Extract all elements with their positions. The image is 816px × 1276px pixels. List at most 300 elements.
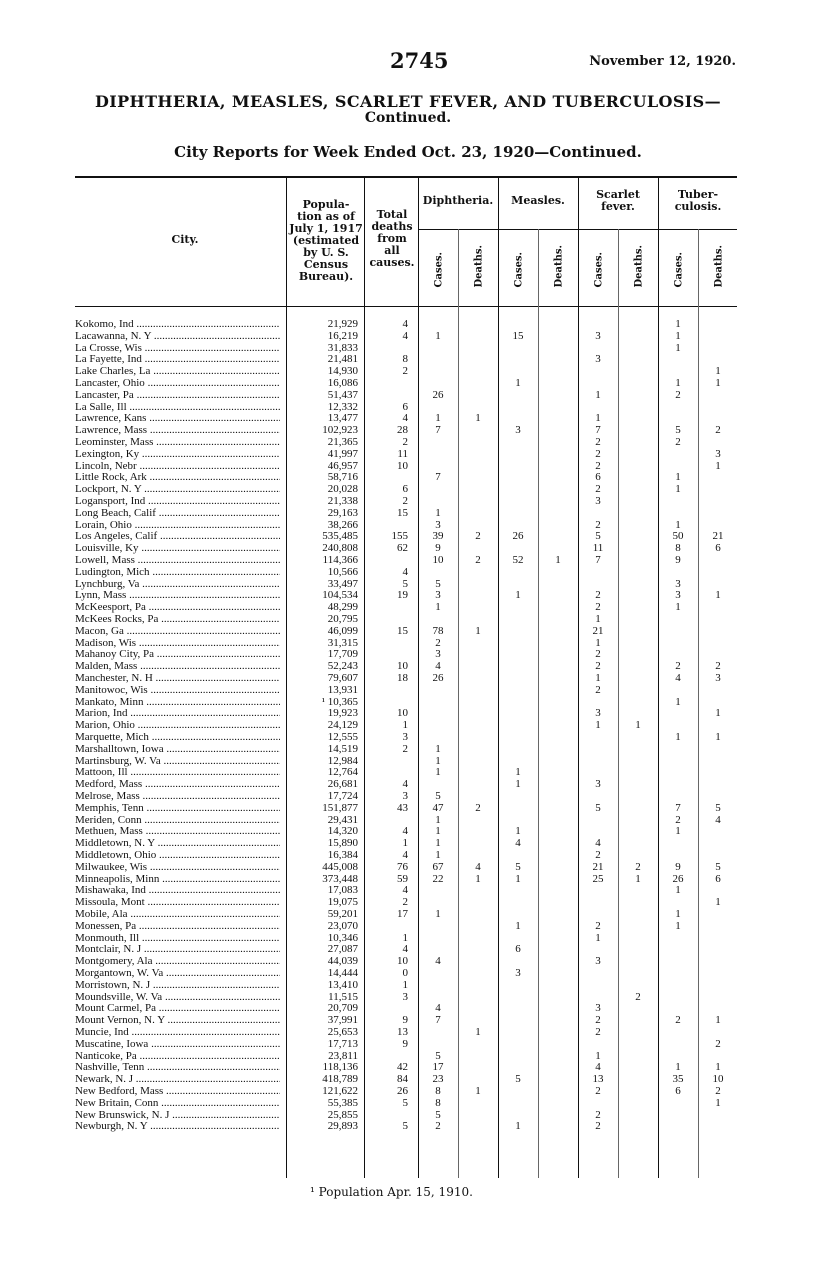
cases-subheader: Cases.: [593, 251, 605, 288]
table-row: [0, 732, 816, 744]
diphtheria-column-header: Diphtheria.: [422, 194, 494, 207]
table-row: [0, 673, 816, 685]
city-cell: Marquette, Mich .....: [75, 732, 280, 744]
total-deaths-cell: 9: [402, 1014, 408, 1027]
population-cell: 17,713: [327, 1037, 358, 1050]
diphtheria-cases-cell: 2: [435, 1120, 441, 1133]
diphtheria-cases-cell: 1: [435, 908, 441, 920]
scarlet-fever-cases-cell: 2: [595, 601, 601, 614]
population-cell: 13,931: [327, 683, 358, 696]
table-row: [0, 992, 816, 1004]
population-cell: 26,681: [327, 778, 358, 791]
tuberculosis-cases-cell: 50: [672, 530, 684, 543]
population-cell: 121,622: [322, 1085, 358, 1097]
population-cell: 16,219: [327, 329, 358, 342]
population-cell: 19,923: [327, 707, 358, 720]
measles-cases-cell: 1: [515, 778, 521, 791]
deaths-subheader: Deaths.: [633, 244, 645, 288]
total-deaths-cell: 4: [402, 329, 408, 342]
total-deaths-cell: 26: [397, 1085, 408, 1097]
scarlet-fever-cases-cell: 3: [595, 353, 601, 366]
scarlet-fever-cases-cell: 7: [595, 424, 601, 437]
city-cell: Madison, Wis .....: [75, 638, 280, 650]
tuberculosis-deaths-cell: 6: [715, 872, 721, 885]
scarlet-fever-cases-cell: 3: [595, 329, 601, 342]
scarlet-fever-cases-cell: 2: [595, 589, 601, 602]
city-cell: Manitowoc, Wis .....: [75, 685, 280, 697]
city-cell: Memphis, Tenn .....: [75, 803, 280, 815]
population-cell: 14,930: [327, 365, 358, 378]
measles-cases-cell: 26: [512, 530, 524, 543]
population-cell: 11,515: [328, 990, 358, 1003]
scarlet-fever-cases-cell: 2: [595, 648, 601, 661]
table-row: [0, 1003, 816, 1015]
tuberculosis-cases-cell: 1: [675, 377, 681, 389]
table-row: [0, 933, 816, 945]
total-deaths-cell: 1: [402, 837, 408, 850]
tuberculosis-cases-cell: 1: [675, 695, 681, 708]
tuberculosis-deaths-cell: 5: [715, 801, 721, 814]
table-row: [0, 531, 816, 543]
city-cell: Mankato, Minn .....: [75, 697, 280, 709]
city-cell: Muscatine, Iowa .....: [75, 1039, 280, 1051]
population-cell: 48,299: [327, 601, 358, 614]
city-cell: Mount Carmel, Pa .....: [75, 1003, 280, 1015]
city-cell: Morgantown, W. Va .....: [75, 968, 280, 980]
city-cell: Lorain, Ohio .....: [75, 520, 280, 532]
population-cell: 79,607: [327, 672, 358, 684]
total-deaths-column-header: Total deaths from all causes.: [369, 208, 415, 269]
population-cell: 21,338: [327, 495, 358, 507]
population-cell: 29,893: [327, 1120, 358, 1133]
city-cell: New Brunswick, N. J .....: [75, 1110, 280, 1122]
footnote: ¹ Population Apr. 15, 1910.: [310, 1185, 473, 1199]
population-cell: 46,957: [327, 459, 358, 472]
city-cell: Leominster, Mass .....: [75, 437, 280, 449]
population-cell: 51,437: [327, 388, 358, 401]
measles-cases-cell: 52: [512, 554, 524, 566]
table-row: [0, 661, 816, 673]
population-cell: 14,444: [327, 967, 358, 979]
scarlet-fever-cases-cell: 3: [595, 707, 601, 720]
total-deaths-cell: 2: [402, 896, 408, 909]
tuberculosis-deaths-cell: 6: [715, 542, 721, 555]
table-row: [0, 897, 816, 909]
page-number: 2745: [390, 48, 449, 73]
tuberculosis-cases-cell: 1: [675, 908, 681, 920]
population-cell: 24,129: [327, 719, 358, 732]
tuberculosis-cases-cell: 6: [675, 1085, 681, 1097]
table-row: [0, 579, 816, 591]
scarlet-fever-cases-cell: 2: [595, 849, 601, 861]
city-cell: Ludington, Mich .....: [75, 567, 280, 579]
table-row: [0, 1098, 816, 1110]
population-cell: 23,070: [327, 919, 358, 932]
scarlet-fever-cases-cell: 2: [595, 518, 601, 531]
section-heading: City Reports for Week Ended Oct. 23, 1920—Continued.: [174, 143, 642, 161]
population-cell: 46,099: [327, 624, 358, 637]
city-cell: Mahanoy City, Pa .....: [75, 649, 280, 661]
tuberculosis-cases-cell: 9: [675, 554, 681, 566]
city-cell: Lancaster, Ohio .....: [75, 378, 280, 390]
table-top-rule: [75, 176, 737, 178]
scarlet-fever-cases-cell: 1: [595, 636, 601, 649]
measles-cases-cell: 1: [515, 766, 521, 779]
tuberculosis-cases-cell: 1: [675, 471, 681, 484]
city-cell: Louisville, Ky .....: [75, 543, 280, 555]
scarlet-fever-cases-cell: 1: [595, 613, 601, 625]
population-cell: 31,833: [327, 341, 358, 354]
population-cell: 59,201: [327, 908, 358, 920]
table-row: [0, 614, 816, 626]
population-cell: 240,808: [322, 542, 358, 555]
scarlet-fever-cases-cell: 6: [595, 471, 601, 484]
scarlet-fever-cases-cell: 25: [592, 872, 604, 885]
tuberculosis-cases-cell: 4: [675, 672, 681, 684]
population-cell: 38,266: [327, 518, 358, 531]
city-cell: Newark, N. J .....: [75, 1074, 280, 1086]
population-cell: 41,997: [327, 447, 358, 460]
scarlet-fever-cases-cell: 2: [595, 1108, 601, 1121]
scarlet-fever-cases-cell: 3: [595, 955, 601, 968]
diphtheria-cases-cell: 39: [432, 530, 444, 543]
total-deaths-cell: 10: [397, 707, 408, 720]
diphtheria-cases-cell: 8: [435, 1096, 441, 1109]
total-deaths-cell: 4: [402, 778, 408, 791]
total-deaths-cell: 2: [402, 495, 408, 507]
diphtheria-deaths-cell: 2: [475, 530, 481, 543]
scarlet-fever-cases-cell: 21: [592, 624, 604, 637]
tuberculosis-deaths-cell: 10: [712, 1073, 724, 1086]
diphtheria-cases-cell: 1: [435, 825, 441, 838]
total-deaths-cell: 28: [397, 424, 408, 437]
population-cell: 21,481: [327, 353, 358, 366]
measles-cases-cell: 15: [512, 329, 524, 342]
page-date: November 12, 1920.: [589, 54, 736, 69]
table-row: [0, 956, 816, 968]
deaths-subheader: Deaths.: [553, 244, 565, 288]
city-cell: Lexington, Ky .....: [75, 449, 280, 461]
scarlet-fever-cases-cell: 2: [595, 459, 601, 472]
tuberculosis-cases-cell: 1: [675, 483, 681, 496]
tuberculosis-cases-cell: 1: [675, 884, 681, 897]
scarlet-fever-cases-cell: 1: [595, 719, 601, 732]
scarlet-fever-cases-cell: 3: [595, 778, 601, 791]
population-cell: 21,929: [327, 318, 358, 330]
diphtheria-deaths-cell: 1: [475, 1085, 481, 1097]
population-cell: 55,385: [327, 1096, 358, 1109]
tuberculosis-deaths-cell: 1: [715, 1014, 721, 1027]
total-deaths-cell: 43: [397, 801, 408, 814]
total-deaths-cell: 4: [402, 412, 408, 425]
table-row: [0, 1086, 816, 1098]
population-cell: 58,716: [327, 471, 358, 484]
tuberculosis-cases-cell: 3: [675, 589, 681, 602]
table-row: [0, 1074, 816, 1086]
diphtheria-deaths-cell: 2: [475, 801, 481, 814]
city-cell: Lowell, Mass .....: [75, 555, 280, 567]
tuberculosis-cases-cell: 35: [672, 1073, 684, 1086]
deaths-subheader: Deaths.: [473, 244, 485, 288]
measles-cases-cell: 5: [515, 860, 521, 873]
measles-cases-cell: 1: [515, 825, 521, 838]
diphtheria-cases-cell: 1: [435, 837, 441, 850]
population-cell: 37,991: [327, 1014, 358, 1027]
tuberculosis-cases-cell: 2: [675, 1014, 681, 1027]
total-deaths-cell: 10: [397, 955, 408, 968]
population-cell: 118,136: [322, 1061, 358, 1074]
city-cell: Little Rock, Ark .....: [75, 472, 280, 484]
city-cell: Nanticoke, Pa .....: [75, 1051, 280, 1063]
total-deaths-cell: 8: [402, 353, 408, 366]
tuberculosis-deaths-cell: 2: [715, 660, 721, 673]
diphtheria-cases-cell: 1: [435, 766, 441, 779]
table-row: [0, 555, 816, 567]
city-cell: Marshalltown, Iowa .....: [75, 744, 280, 756]
table-row: [0, 354, 816, 366]
diphtheria-cases-cell: 1: [435, 754, 441, 767]
tuberculosis-deaths-cell: 1: [715, 365, 721, 378]
population-cell: 17,709: [327, 648, 358, 661]
table-row: [0, 885, 816, 897]
tuberculosis-cases-cell: 26: [672, 872, 684, 885]
table-row: [0, 378, 816, 390]
total-deaths-cell: 13: [397, 1026, 408, 1038]
tuberculosis-deaths-cell: 3: [715, 447, 721, 460]
scarlet-fever-column-header: Scarlet fever.: [596, 188, 640, 213]
total-deaths-cell: 0: [402, 967, 408, 979]
table-row: [0, 649, 816, 661]
tuberculosis-cases-cell: 1: [675, 318, 681, 330]
total-deaths-cell: 1: [402, 978, 408, 991]
population-cell: 17,083: [327, 884, 358, 897]
city-cell: La Fayette, Ind .....: [75, 354, 280, 366]
table-row: [0, 944, 816, 956]
city-cell: McKeesport, Pa .....: [75, 602, 280, 614]
table-row: [0, 767, 816, 779]
measles-column-header: Measles.: [511, 194, 565, 207]
total-deaths-cell: 15: [397, 624, 408, 637]
scarlet-fever-cases-cell: 21: [592, 860, 604, 873]
measles-cases-cell: 1: [515, 872, 521, 885]
diphtheria-cases-cell: 26: [432, 388, 444, 401]
population-cell: 151,877: [322, 801, 358, 814]
population-cell: 14,519: [327, 742, 358, 755]
population-cell: 102,923: [322, 424, 358, 437]
tuberculosis-cases-cell: 1: [675, 919, 681, 932]
city-cell: Logansport, Ind .....: [75, 496, 280, 508]
tuberculosis-cases-cell: 3: [675, 577, 681, 590]
scarlet-fever-cases-cell: 2: [595, 660, 601, 673]
city-cell: Nashville, Tenn .....: [75, 1062, 280, 1074]
scarlet-fever-deaths-cell: 2: [635, 990, 641, 1003]
scarlet-fever-cases-cell: 1: [595, 388, 601, 401]
diphtheria-cases-cell: 1: [435, 813, 441, 826]
population-column-header: Popula- tion as of July 1, 1917 (estimated by U. S. Census Bureau).: [289, 198, 363, 283]
population-cell: 23,811: [328, 1049, 358, 1062]
table-row: [0, 1121, 816, 1133]
tuberculosis-deaths-cell: 4: [715, 813, 721, 826]
scarlet-fever-cases-cell: 4: [595, 1061, 601, 1074]
total-deaths-cell: 2: [402, 742, 408, 755]
table-row: [0, 708, 816, 720]
tuberculosis-cases-cell: 1: [675, 1061, 681, 1074]
measles-cases-cell: 1: [515, 919, 521, 932]
city-cell: Middletown, Ohio .....: [75, 850, 280, 862]
total-deaths-cell: 155: [391, 530, 408, 543]
total-deaths-cell: 62: [397, 542, 408, 555]
diphtheria-deaths-cell: 1: [475, 624, 481, 637]
tuberculosis-cases-cell: 1: [675, 518, 681, 531]
population-cell: 373,448: [322, 872, 358, 885]
diphtheria-cases-cell: 4: [435, 660, 441, 673]
city-cell: Medford, Mass .....: [75, 779, 280, 791]
page-subtitle: Continued.: [364, 110, 452, 126]
scarlet-fever-cases-cell: 11: [592, 542, 604, 555]
table-row: [0, 543, 816, 555]
population-cell: 29,431: [327, 813, 358, 826]
total-deaths-cell: 6: [402, 483, 408, 496]
city-cell: Long Beach, Calif .....: [75, 508, 280, 520]
total-deaths-cell: 5: [402, 577, 408, 590]
population-cell: 14,320: [327, 825, 358, 838]
scarlet-fever-cases-cell: 1: [595, 412, 601, 425]
tuberculosis-deaths-cell: 1: [715, 377, 721, 389]
table-row: [0, 343, 816, 355]
table-row: [0, 567, 816, 579]
table-row: [0, 862, 816, 874]
scarlet-fever-cases-cell: 2: [595, 1014, 601, 1027]
population-cell: 114,366: [322, 554, 358, 566]
scarlet-fever-cases-cell: 3: [595, 495, 601, 507]
city-cell: Moundsville, W. Va .....: [75, 992, 280, 1004]
city-cell: Monmouth, Ill .....: [75, 933, 280, 945]
tuberculosis-deaths-cell: 1: [715, 459, 721, 472]
table-row: [0, 626, 816, 638]
city-cell: Mount Vernon, N. Y .....: [75, 1015, 280, 1027]
city-cell: Morristown, N. J .....: [75, 980, 280, 992]
city-cell: Montgomery, Ala .....: [75, 956, 280, 968]
scarlet-fever-cases-cell: 2: [595, 1120, 601, 1133]
population-cell: 52,243: [327, 660, 358, 673]
total-deaths-cell: 10: [397, 459, 408, 472]
diphtheria-deaths-cell: 4: [475, 860, 481, 873]
table-row: [0, 803, 816, 815]
tuberculosis-cases-cell: 5: [675, 424, 681, 437]
city-cell: Malden, Mass .....: [75, 661, 280, 673]
population-cell: 12,984: [327, 754, 358, 767]
city-cell: Mishawaka, Ind .....: [75, 885, 280, 897]
tuberculosis-cases-cell: 1: [675, 329, 681, 342]
scarlet-fever-cases-cell: 7: [595, 554, 601, 566]
diphtheria-cases-cell: 3: [435, 518, 441, 531]
total-deaths-cell: 4: [402, 318, 408, 330]
measles-cases-cell: 3: [515, 424, 521, 437]
total-deaths-cell: 84: [397, 1073, 408, 1086]
population-cell: 44,039: [327, 955, 358, 968]
diphtheria-cases-cell: 4: [435, 1002, 441, 1015]
tuberculosis-deaths-cell: 5: [715, 860, 721, 873]
scarlet-fever-cases-cell: 13: [592, 1073, 604, 1086]
table-row: [0, 638, 816, 650]
diphtheria-cases-cell: 5: [435, 1049, 441, 1062]
diphtheria-cases-cell: 9: [435, 542, 441, 555]
total-deaths-cell: 11: [397, 447, 408, 460]
table-row: [0, 602, 816, 614]
population-cell: 31,315: [327, 636, 358, 649]
population-cell: 27,087: [327, 943, 358, 956]
table-row: [0, 815, 816, 827]
table-row: [0, 697, 816, 709]
city-cell: Mattoon, Ill .....: [75, 767, 280, 779]
diphtheria-cases-cell: 2: [435, 636, 441, 649]
population-cell: 10,346: [327, 931, 358, 944]
tuberculosis-cases-cell: 9: [675, 860, 681, 873]
total-deaths-cell: 15: [397, 506, 408, 519]
city-cell: Milwaukee, Wis .....: [75, 862, 280, 874]
measles-cases-cell: 5: [515, 1073, 521, 1086]
diphtheria-cases-cell: 17: [432, 1061, 444, 1074]
table-row: [0, 720, 816, 732]
tuberculosis-deaths-cell: 3: [715, 672, 721, 684]
measles-deaths-cell: 1: [555, 554, 561, 566]
population-cell: 12,332: [327, 400, 358, 413]
total-deaths-cell: 6: [402, 400, 408, 413]
table-row: [0, 508, 816, 520]
table-row: [0, 520, 816, 532]
city-cell: Lincoln, Nebr .....: [75, 461, 280, 473]
table-row: [0, 909, 816, 921]
diphtheria-cases-cell: 3: [435, 589, 441, 602]
city-cell: La Crosse, Wis .....: [75, 343, 280, 355]
cases-subheader: Cases.: [513, 251, 525, 288]
total-deaths-cell: 5: [402, 1096, 408, 1109]
diphtheria-cases-cell: 1: [435, 412, 441, 425]
table-row: [0, 402, 816, 414]
diphtheria-cases-cell: 1: [435, 849, 441, 861]
table-row: [0, 791, 816, 803]
population-cell: 13,410: [327, 978, 358, 991]
table-row: [0, 437, 816, 449]
scarlet-fever-cases-cell: 2: [595, 1085, 601, 1097]
table-row: [0, 1015, 816, 1027]
table-row: [0, 425, 816, 437]
diphtheria-deaths-cell: 1: [475, 1026, 481, 1038]
city-cell: Lacawanna, N. Y .....: [75, 331, 280, 343]
table-row: [0, 496, 816, 508]
table-row: [0, 685, 816, 697]
city-cell: New Bedford, Mass .....: [75, 1086, 280, 1098]
total-deaths-cell: 3: [402, 990, 408, 1003]
population-cell: 20,709: [327, 1002, 358, 1015]
total-deaths-cell: 3: [402, 731, 408, 743]
tuberculosis-cases-cell: 1: [675, 731, 681, 743]
total-deaths-cell: 42: [397, 1061, 408, 1074]
diphtheria-cases-cell: 10: [432, 554, 444, 566]
population-cell: 20,028: [327, 483, 358, 496]
diphtheria-cases-cell: 47: [432, 801, 444, 814]
population-cell: 535,485: [322, 530, 358, 543]
population-cell: 418,789: [322, 1073, 358, 1086]
total-deaths-cell: 17: [397, 908, 408, 920]
diphtheria-cases-cell: 23: [432, 1073, 444, 1086]
scarlet-fever-cases-cell: 2: [595, 1026, 601, 1038]
population-cell: ¹ 10,365: [321, 695, 358, 708]
total-deaths-cell: 19: [397, 589, 408, 602]
city-cell: Middletown, N. Y .....: [75, 838, 280, 850]
diphtheria-cases-cell: 8: [435, 1085, 441, 1097]
tuberculosis-deaths-cell: 1: [715, 1096, 721, 1109]
